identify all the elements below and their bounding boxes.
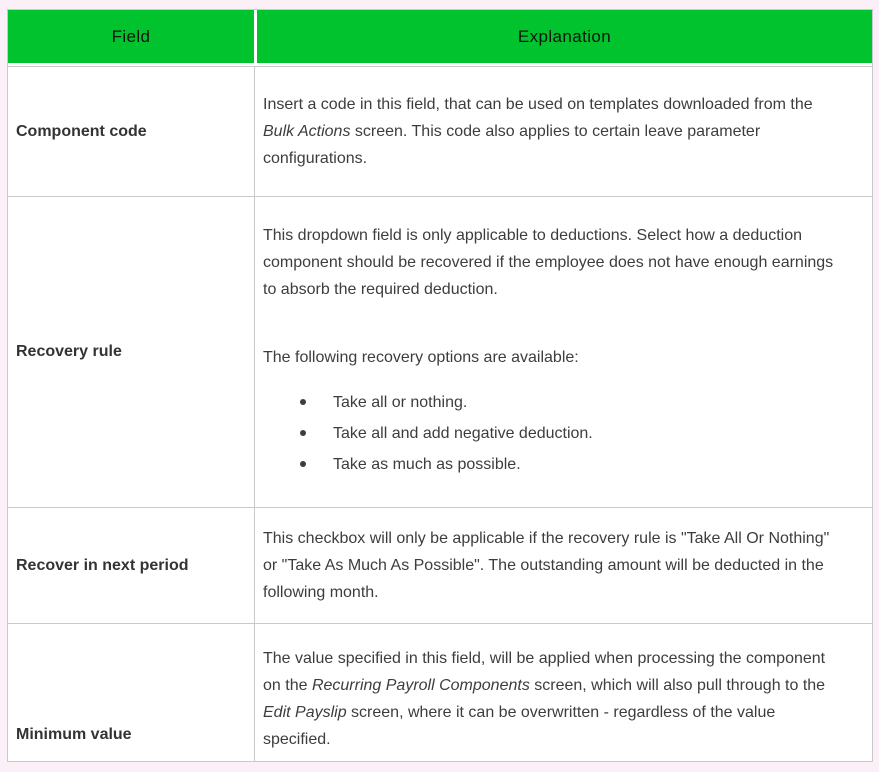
text-segment: screen, where it can be overwritten - regardless of the value specified. bbox=[263, 704, 776, 748]
explanation-cell bbox=[255, 67, 872, 196]
field-label: Recovery rule bbox=[16, 343, 122, 360]
explanation-cell bbox=[255, 508, 872, 623]
screen-name-emphasis: Bulk Actions bbox=[263, 123, 351, 140]
table-body bbox=[8, 66, 872, 761]
text-segment: screen. This code also applies to certain leave parameter configurations. bbox=[263, 123, 761, 167]
list-item: Take all or nothing. bbox=[300, 389, 842, 416]
field-label: Component code bbox=[16, 122, 147, 140]
table-row bbox=[8, 507, 872, 623]
text-segment: screen, which will also pull through to the bbox=[529, 677, 826, 694]
explanation-paragraph bbox=[263, 344, 842, 371]
text-segment: Insert a code in this field, that can be used on templates downloaded from the bbox=[263, 96, 813, 113]
text-segment: This checkbox will only be applicable if the recovery rule is "Take All Or Nothing" or "Take As Much As Possible". The outstanding amount will be deducted in the following month. bbox=[263, 530, 830, 601]
field-cell bbox=[8, 624, 255, 761]
explanation-cell bbox=[255, 197, 872, 507]
field-label: Recover in next period bbox=[16, 556, 189, 574]
field-cell bbox=[8, 67, 255, 196]
field-label: Minimum value bbox=[16, 726, 132, 743]
field-cell bbox=[8, 508, 255, 623]
table-header-row bbox=[8, 10, 872, 63]
recovery-options-list bbox=[263, 389, 842, 482]
screen-name-emphasis: Recurring Payroll Components bbox=[311, 677, 530, 694]
explanation-cell bbox=[255, 624, 872, 761]
explanation-paragraph bbox=[263, 222, 842, 303]
text-segment: This dropdown field is only applicable to deductions. Select how a deduction component should be recovered if the employee does not have enough earnings to absorb the required deduction. bbox=[263, 227, 834, 298]
table-row bbox=[8, 196, 872, 507]
table-row bbox=[8, 623, 872, 761]
screen-name-emphasis: Edit Payslip bbox=[263, 704, 347, 721]
field-cell bbox=[8, 197, 255, 507]
field-explanation-table bbox=[7, 9, 873, 762]
explanation-paragraph bbox=[263, 525, 842, 606]
table-row bbox=[8, 66, 872, 196]
list-item: Take as much as possible. bbox=[300, 451, 842, 478]
explanation-paragraph bbox=[263, 91, 842, 172]
list-item: Take all and add negative deduction. bbox=[300, 420, 842, 447]
text-segment: The following recovery options are available: bbox=[263, 349, 579, 366]
explanation-paragraph bbox=[263, 645, 842, 753]
text-segment: The value specified in this field, will be applied when processing the component on the bbox=[263, 650, 826, 694]
column-header-field: Field bbox=[8, 10, 254, 63]
column-header-explanation: Explanation bbox=[257, 10, 872, 63]
